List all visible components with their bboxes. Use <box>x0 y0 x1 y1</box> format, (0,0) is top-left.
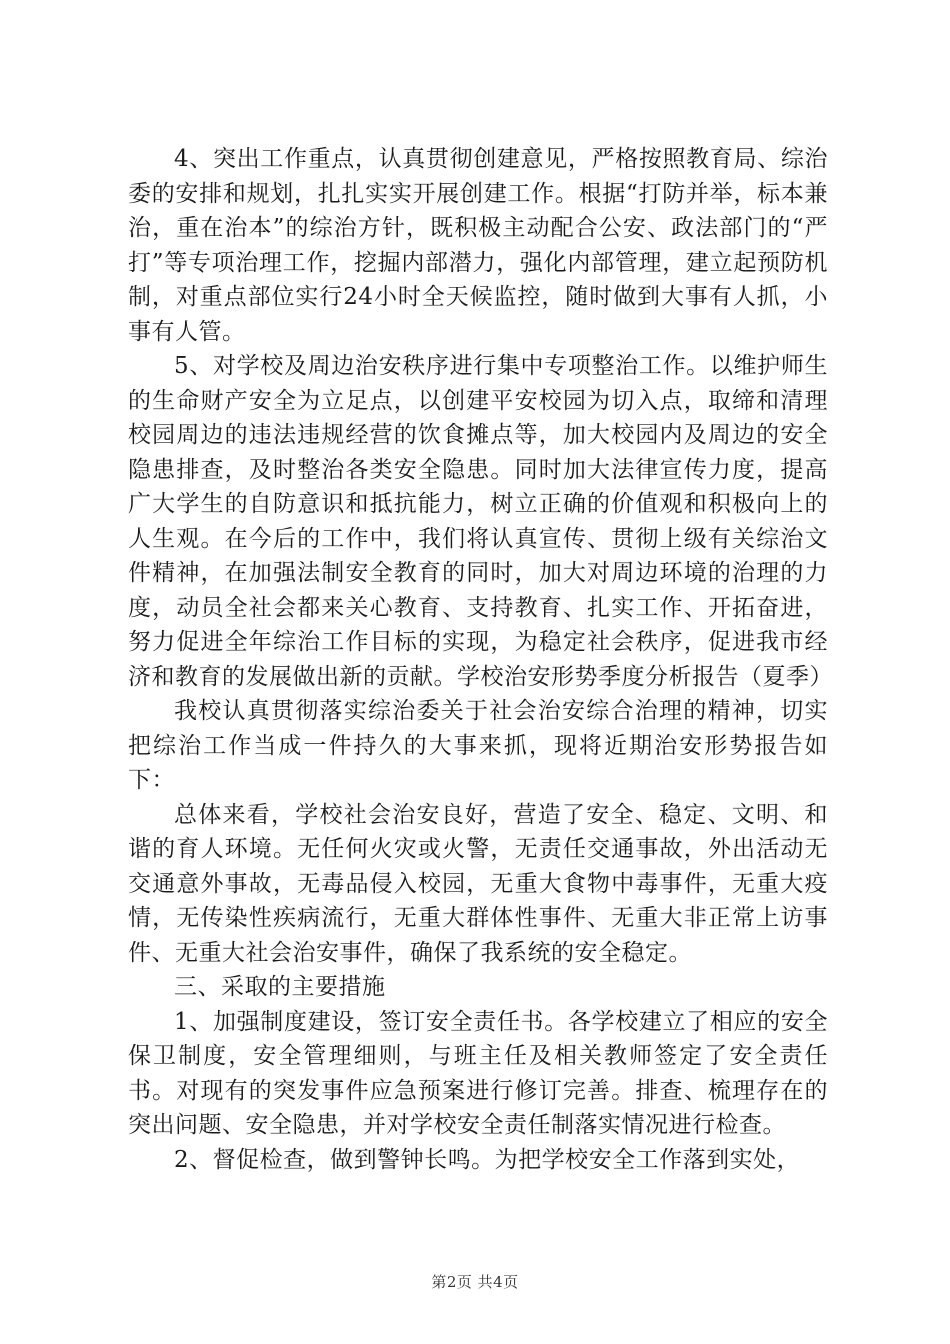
paragraph-overall-situation: 总体来看，学校社会治安良好，营造了安全、稳定、文明、和谐的育人环境。无任何火灾或火警，无责任交通事故，外出活动无交通意外事故，无毒品侵入校园，无重大食物中毒事件，无重大疫情，无传染性疾病流行，无重大群体性事件、无重大非正常上访事件、无重大社会治安事件，确保了我系统的安全稳定。 <box>128 801 828 966</box>
page-footer: 第2页 共4页 <box>431 1273 519 1291</box>
document-body <box>128 142 833 1177</box>
paragraph-report-intro: 我校认真贯彻落实综治委关于社会治安综合治理的精神，切实把综治工作当成一件持久的大事来抓，现将近期治安形势报告如下： <box>128 698 828 793</box>
paragraph-item-5: 5、对学校及周边治安秩序进行集中专项整治工作。以维护师生的生命财产安全为立足点，以创建平安校园为切入点，取缔和清理校园周边的违法违规经营的饮食摊点等，加大校园内及周边的安全隐患排查，及时整治各类安全隐患。同时加大法律宣传力度，提高广大学生的自防意识和抵抗能力，树立正确的价值观和积极向上的人生观。在今后的工作中，我们将认真宣传、贯彻上级有关综治文件精神，在加强法制安全教育的同时，加大对周边环境的治理的力度，动员全社会都来关心教育、支持教育、扎实工作、开拓奋进，努力促进全年综治工作目标的实现，为稳定社会秩序，促进我市经济和教育的发展做出新的贡献。学校治安形势季度分析报告（夏季） <box>128 353 833 690</box>
paragraph-measure-1: 1、加强制度建设，签订安全责任书。各学校建立了相应的安全保卫制度，安全管理细则，与班主任及相关教师签定了安全责任书。对现有的突发事件应急预案进行修订完善。排查、梳理存在的突出问题、安全隐患，并对学校安全责任制落实情况进行检查。 <box>128 1008 828 1138</box>
section-heading-measures: 三、采取的主要措施 <box>174 974 386 1000</box>
paragraph-item-4: 4、突出工作重点，认真贯彻创建意见，严格按照教育局、综治委的安排和规划，扎扎实实开展创建工作。根据“打防并举，标本兼治，重在治本”的综治方针，既积极主动配合公安、政法部门的“严打”等专项治理工作，挖掘内部潜力，强化内部管理，建立起预防机制，对重点部位实行24小时全天候监控，随时做到大事有人抓，小事有人管。 <box>128 146 828 345</box>
paragraph-measure-2: 2、督促检查，做到警钟长鸣。为把学校安全工作落到实处， <box>174 1146 801 1173</box>
